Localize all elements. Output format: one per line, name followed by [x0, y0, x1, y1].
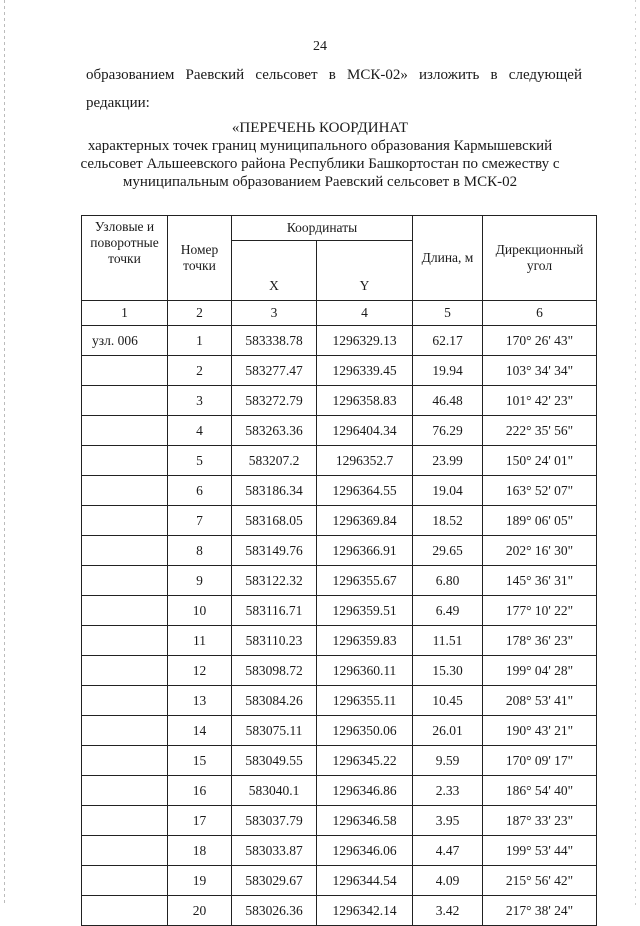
table-row	[82, 896, 597, 926]
direction-angle-cell: 208° 53' 41"	[483, 686, 597, 716]
y-coordinate-cell: 1296344.54	[317, 866, 413, 896]
direction-angle-cell: 187° 33' 23"	[483, 806, 597, 836]
intro-text-line2: редакции:	[86, 95, 150, 111]
direction-angle-cell: 150° 24' 01"	[483, 446, 597, 476]
node-cell	[82, 776, 168, 806]
table-row	[82, 446, 597, 476]
length-cell: 46.48	[413, 386, 483, 416]
intro-text-line1: образованием Раевский сельсовет в МСК-02» изложить в следующей	[86, 67, 582, 83]
y-coordinate-cell: 1296345.22	[317, 746, 413, 776]
table-row	[82, 326, 597, 356]
direction-angle-cell: 101° 42' 23"	[483, 386, 597, 416]
node-cell: узл. 006	[82, 326, 168, 356]
length-cell: 23.99	[413, 446, 483, 476]
direction-angle-cell: 190° 43' 21"	[483, 716, 597, 746]
direction-angle-cell: 177° 10' 22"	[483, 596, 597, 626]
point-number-cell: 3	[168, 386, 232, 416]
length-cell: 18.52	[413, 506, 483, 536]
x-coordinate-cell: 583116.71	[232, 596, 317, 626]
x-coordinate-cell: 583049.55	[232, 746, 317, 776]
node-cell	[82, 596, 168, 626]
x-coordinate-cell: 583149.76	[232, 536, 317, 566]
node-cell	[82, 536, 168, 566]
direction-angle-cell: 215° 56' 42"	[483, 866, 597, 896]
x-coordinate-cell: 583075.11	[232, 716, 317, 746]
direction-angle-cell: 222° 35' 56"	[483, 416, 597, 446]
document-title: «ПЕРЕЧЕНЬ КООРДИНАТ	[231, 120, 409, 136]
y-coordinate-cell: 1296369.84	[317, 506, 413, 536]
y-coordinate-cell: 1296359.51	[317, 596, 413, 626]
column-number-row	[82, 301, 597, 326]
node-cell	[82, 566, 168, 596]
table-row	[82, 536, 597, 566]
direction-angle-cell: 189° 06' 05"	[483, 506, 597, 536]
table-row	[82, 866, 597, 896]
header-y: Y	[317, 241, 413, 301]
y-coordinate-cell: 1296350.06	[317, 716, 413, 746]
point-number-cell: 1	[168, 326, 232, 356]
direction-angle-cell: 103° 34' 34"	[483, 356, 597, 386]
node-cell	[82, 686, 168, 716]
header-length: Длина, м	[413, 216, 483, 301]
x-coordinate-cell: 583040.1	[232, 776, 317, 806]
node-cell	[82, 716, 168, 746]
y-coordinate-cell: 1296355.67	[317, 566, 413, 596]
y-coordinate-cell: 1296358.83	[317, 386, 413, 416]
point-number-cell: 6	[168, 476, 232, 506]
node-cell	[82, 386, 168, 416]
table-row	[82, 476, 597, 506]
y-coordinate-cell: 1296346.58	[317, 806, 413, 836]
length-cell: 29.65	[413, 536, 483, 566]
table-row	[82, 416, 597, 446]
y-coordinate-cell: 1296329.13	[317, 326, 413, 356]
point-number-cell: 19	[168, 866, 232, 896]
length-cell: 62.17	[413, 326, 483, 356]
coordinates-table	[81, 215, 597, 926]
y-coordinate-cell: 1296404.34	[317, 416, 413, 446]
y-coordinate-cell: 1296360.11	[317, 656, 413, 686]
node-cell	[82, 356, 168, 386]
scan-edge-right	[635, 0, 636, 905]
node-cell	[82, 866, 168, 896]
point-number-cell: 11	[168, 626, 232, 656]
point-number-cell: 4	[168, 416, 232, 446]
column-number: 1	[82, 301, 168, 326]
length-cell: 11.51	[413, 626, 483, 656]
node-cell	[82, 656, 168, 686]
y-coordinate-cell: 1296342.14	[317, 896, 413, 926]
header-direction-angle: Дирекционный угол	[483, 216, 597, 301]
point-number-cell: 5	[168, 446, 232, 476]
x-coordinate-cell: 583098.72	[232, 656, 317, 686]
x-coordinate-cell: 583186.34	[232, 476, 317, 506]
table-row	[82, 596, 597, 626]
length-cell: 4.47	[413, 836, 483, 866]
node-cell	[82, 626, 168, 656]
x-coordinate-cell: 583110.23	[232, 626, 317, 656]
point-number-cell: 8	[168, 536, 232, 566]
table-row	[82, 776, 597, 806]
direction-angle-cell: 199° 04' 28"	[483, 656, 597, 686]
length-cell: 3.42	[413, 896, 483, 926]
table-row	[82, 746, 597, 776]
direction-angle-cell: 145° 36' 31"	[483, 566, 597, 596]
point-number-cell: 2	[168, 356, 232, 386]
point-number-cell: 15	[168, 746, 232, 776]
length-cell: 19.94	[413, 356, 483, 386]
length-cell: 10.45	[413, 686, 483, 716]
y-coordinate-cell: 1296355.11	[317, 686, 413, 716]
point-number-cell: 9	[168, 566, 232, 596]
length-cell: 3.95	[413, 806, 483, 836]
point-number-cell: 18	[168, 836, 232, 866]
x-coordinate-cell: 583277.47	[232, 356, 317, 386]
node-cell	[82, 746, 168, 776]
column-number: 5	[413, 301, 483, 326]
document-subtitle: характерных точек границ муниципального образования Кармышевский сельсовет Альшеевского района Республики Башкортостан по смежеству с муниципальным образованием Раевский сельсовет в МСК-02	[80, 138, 560, 190]
direction-angle-cell: 217° 38' 24"	[483, 896, 597, 926]
x-coordinate-cell: 583207.2	[232, 446, 317, 476]
x-coordinate-cell: 583338.78	[232, 326, 317, 356]
point-number-cell: 17	[168, 806, 232, 836]
table-row	[82, 656, 597, 686]
node-cell	[82, 836, 168, 866]
table-row	[82, 626, 597, 656]
direction-angle-cell: 170° 09' 17"	[483, 746, 597, 776]
direction-angle-cell: 202° 16' 30"	[483, 536, 597, 566]
column-number: 3	[232, 301, 317, 326]
table-row	[82, 806, 597, 836]
point-number-cell: 12	[168, 656, 232, 686]
node-cell	[82, 806, 168, 836]
point-number-cell: 20	[168, 896, 232, 926]
y-coordinate-cell: 1296346.06	[317, 836, 413, 866]
length-cell: 4.09	[413, 866, 483, 896]
header-coordinates: Координаты	[232, 216, 413, 241]
column-number: 2	[168, 301, 232, 326]
x-coordinate-cell: 583033.87	[232, 836, 317, 866]
x-coordinate-cell: 583168.05	[232, 506, 317, 536]
table-row	[82, 716, 597, 746]
x-coordinate-cell: 583037.79	[232, 806, 317, 836]
column-number: 6	[483, 301, 597, 326]
point-number-cell: 16	[168, 776, 232, 806]
length-cell: 19.04	[413, 476, 483, 506]
length-cell: 26.01	[413, 716, 483, 746]
x-coordinate-cell: 583263.36	[232, 416, 317, 446]
x-coordinate-cell: 583272.79	[232, 386, 317, 416]
y-coordinate-cell: 1296352.7	[317, 446, 413, 476]
node-cell	[82, 896, 168, 926]
node-cell	[82, 506, 168, 536]
point-number-cell: 7	[168, 506, 232, 536]
length-cell: 15.30	[413, 656, 483, 686]
node-cell	[82, 416, 168, 446]
direction-angle-cell: 163° 52' 07"	[483, 476, 597, 506]
column-number: 4	[317, 301, 413, 326]
x-coordinate-cell: 583029.67	[232, 866, 317, 896]
length-cell: 6.49	[413, 596, 483, 626]
y-coordinate-cell: 1296359.83	[317, 626, 413, 656]
table-row	[82, 386, 597, 416]
page-number: 24	[313, 39, 327, 54]
node-cell	[82, 446, 168, 476]
table-body	[82, 326, 597, 926]
length-cell: 6.80	[413, 566, 483, 596]
header-point-number: Номер точки	[168, 216, 232, 301]
y-coordinate-cell: 1296364.55	[317, 476, 413, 506]
x-coordinate-cell: 583026.36	[232, 896, 317, 926]
x-coordinate-cell: 583122.32	[232, 566, 317, 596]
direction-angle-cell: 178° 36' 23"	[483, 626, 597, 656]
length-cell: 2.33	[413, 776, 483, 806]
table-row	[82, 686, 597, 716]
table-row	[82, 566, 597, 596]
x-coordinate-cell: 583084.26	[232, 686, 317, 716]
direction-angle-cell: 199° 53' 44"	[483, 836, 597, 866]
direction-angle-cell: 186° 54' 40"	[483, 776, 597, 806]
table-row	[82, 506, 597, 536]
header-x: X	[232, 241, 317, 301]
direction-angle-cell: 170° 26' 43"	[483, 326, 597, 356]
y-coordinate-cell: 1296366.91	[317, 536, 413, 566]
y-coordinate-cell: 1296346.86	[317, 776, 413, 806]
table-row	[82, 356, 597, 386]
table-row	[82, 836, 597, 866]
length-cell: 76.29	[413, 416, 483, 446]
node-cell	[82, 476, 168, 506]
y-coordinate-cell: 1296339.45	[317, 356, 413, 386]
point-number-cell: 14	[168, 716, 232, 746]
scan-edge-left	[4, 0, 5, 905]
header-nodes: Узловые и поворотные точки	[82, 216, 168, 301]
length-cell: 9.59	[413, 746, 483, 776]
point-number-cell: 13	[168, 686, 232, 716]
point-number-cell: 10	[168, 596, 232, 626]
